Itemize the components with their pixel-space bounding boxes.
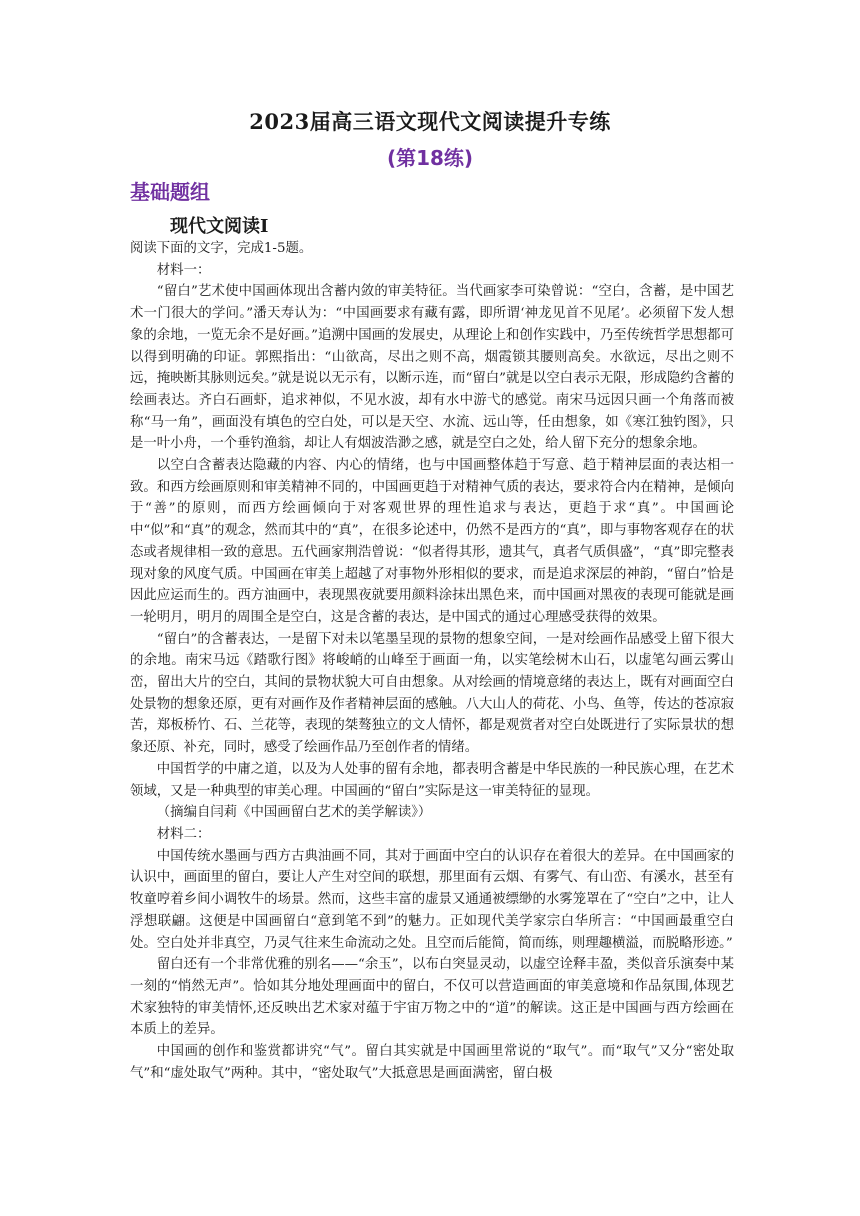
paragraph: 中国传统水墨画与西方古典油画不同，其对于画面中空白的认识存在着很大的差异。在中国画家的认识中，画面里的留白，要让人产生对空间的联想，那里面有云烟、有雾气、有山峦、有溪水，甚至有牧童哼着乡间小调牧牛的场景。然而，这些丰富的虚景又通通被缥缈的水雾笼罩在了“空白”之中，让人浮想联翩。这便是中国画留白“意到笔不到”的魅力。正如现代美学家宗白华所言：“中国画最重空白处。空白处并非真空，乃灵气往来生命流动之处。且空而后能简，简而练，则理趣横溢，而脱略形迹。”	[130, 848, 734, 951]
paragraph: 中国画的创作和鉴赏都讲究“气”。留白其实就是中国画里常说的“取气”。而“取气”又分“密处取气”和“虚处取气”两种。其中，“密处取气”大抵意思是画面满密，留白极	[130, 1044, 734, 1081]
body-text	[130, 238, 734, 1084]
document-subtitle: (第18练)	[386, 146, 474, 170]
paragraph: 中国哲学的中庸之道，以及为人处事的留有余地，都表明含蓄是中华民族的一种民族心理，在艺术领域，又是一种典型的审美心理。中国画的“留白”实际是这一审美特征的显现。	[130, 761, 734, 799]
paragraph: “留白”的含蓄表达，一是留下对未以笔墨呈现的景物的想象空间，一是对绘画作品感受上留下很大的余地。南宋马远《踏歌行图》将峻峭的山峰至于画面一角，以实笔绘树木山石，以虚笔勾画云雾山峦，留出大片的空白，其间的景物状貌大可自由想象。从对绘画的情境意绪的表达上，既有对画面空白处景物的想象还原，更有对画作及作者精神层面的感触。八大山人的荷花、小鸟、鱼等，传达的苍凉寂苦，郑板桥竹、石、兰花等，表现的桀骜独立的文人情怀，都是观赏者对空白处既进行了实际景状的想象还原、补充，同时，感受了绘画作品乃至创作者的情绪。	[130, 631, 734, 756]
instruction: 阅读下面的文字，完成1-5题。	[130, 241, 313, 256]
material-one-label: 材料一：	[156, 262, 211, 278]
document-title: 2023届高三语文现代文阅读提升专练	[249, 109, 611, 134]
reading-heading: 现代文阅读Ⅰ	[170, 216, 269, 237]
paragraph: 留白还有一个非常优雅的别名——“余玉”，以布白突显灵动，以虚空诠释丰盈，类似音乐演奏中某一刻的“悄然无声”。恰如其分地处理画面中的留白，不仅可以营造画面的审美意境和作品氛围,体现艺术家独特的审美情怀,还反映出艺术家对蕴于宇宙万物之中的“道”的解读。这正是中国画与西方绘画在本质上的差异。	[130, 957, 734, 1038]
source-citation: （摘编自闫莉《中国画留白艺术的美学解读》）	[156, 805, 432, 821]
paragraph: 以空白含蓄表达隐藏的内容、内心的情绪，也与中国画整体趋于写意、趋于精神层面的表达相一致。和西方绘画原则和审美精神不同的，中国画更趋于对精神气质的表达，要求符合内在精神，是倾向于“善”的原则，而西方绘画倾向于对客观世界的理性追求与表达，更趋于求“真”。中国画论中“似”和“真”的观念，然而其中的“真”，在很多论述中，仍然不是西方的“真”，即与事物客观存在的状态或者规律相一致的意思。五代画家荆浩曾说：“似者得其形，遗其气，真者气质俱盛”，“真”即完整表现对象的风度气质。中国画在审美上超越了对事物外形相似的要求，而是追求深层的神韵，“留白”恰是因此应运而生的。西方油画中，表现黑夜就要用颜料涂抹出黑色来，而中国画对黑夜的表现可能就是画一轮明月，明月的周围全是空白，这是含蓄的表达，是中国式的通过心理感受获得的效果。	[130, 458, 734, 625]
material-two-label: 材料二：	[156, 826, 211, 842]
paragraph: “留白”艺术使中国画体现出含蓄内敛的审美特征。当代画家李可染曾说：“空白，含蓄，是中国艺术一门很大的学问。”潘天寿认为：“中国画要求有藏有露，即所谓‘神龙见首不见尾’。必须留下发人想象的余地，一览无余不是好画。”追溯中国画的发展史，从理论上和创作实践中，乃至传统哲学思想都可以得到明确的印证。郭熙指出：“山欲高，尽出之则不高，烟霞锁其腰则高矣。水欲远，尽出之则不远，掩映断其脉则远矣。”就是说以无示有，以断示连，而“留白”就是以空白表示无限，形成隐约含蓄的绘画表达。齐白石画虾，追求神似，不见水波，却有水中游弋的感觉。南宋马远因只画一个角落而被称“马一角”，画面没有填色的空白处，可以是天空、水流、远山等，任由想象，如《寒江独钓图》，只是一叶小舟，一个垂钓渔翁，却让人有烟波浩渺之感，就是空白之处，给人留下充分的想象余地。	[130, 284, 734, 452]
section-heading: 基础题组	[130, 180, 210, 204]
